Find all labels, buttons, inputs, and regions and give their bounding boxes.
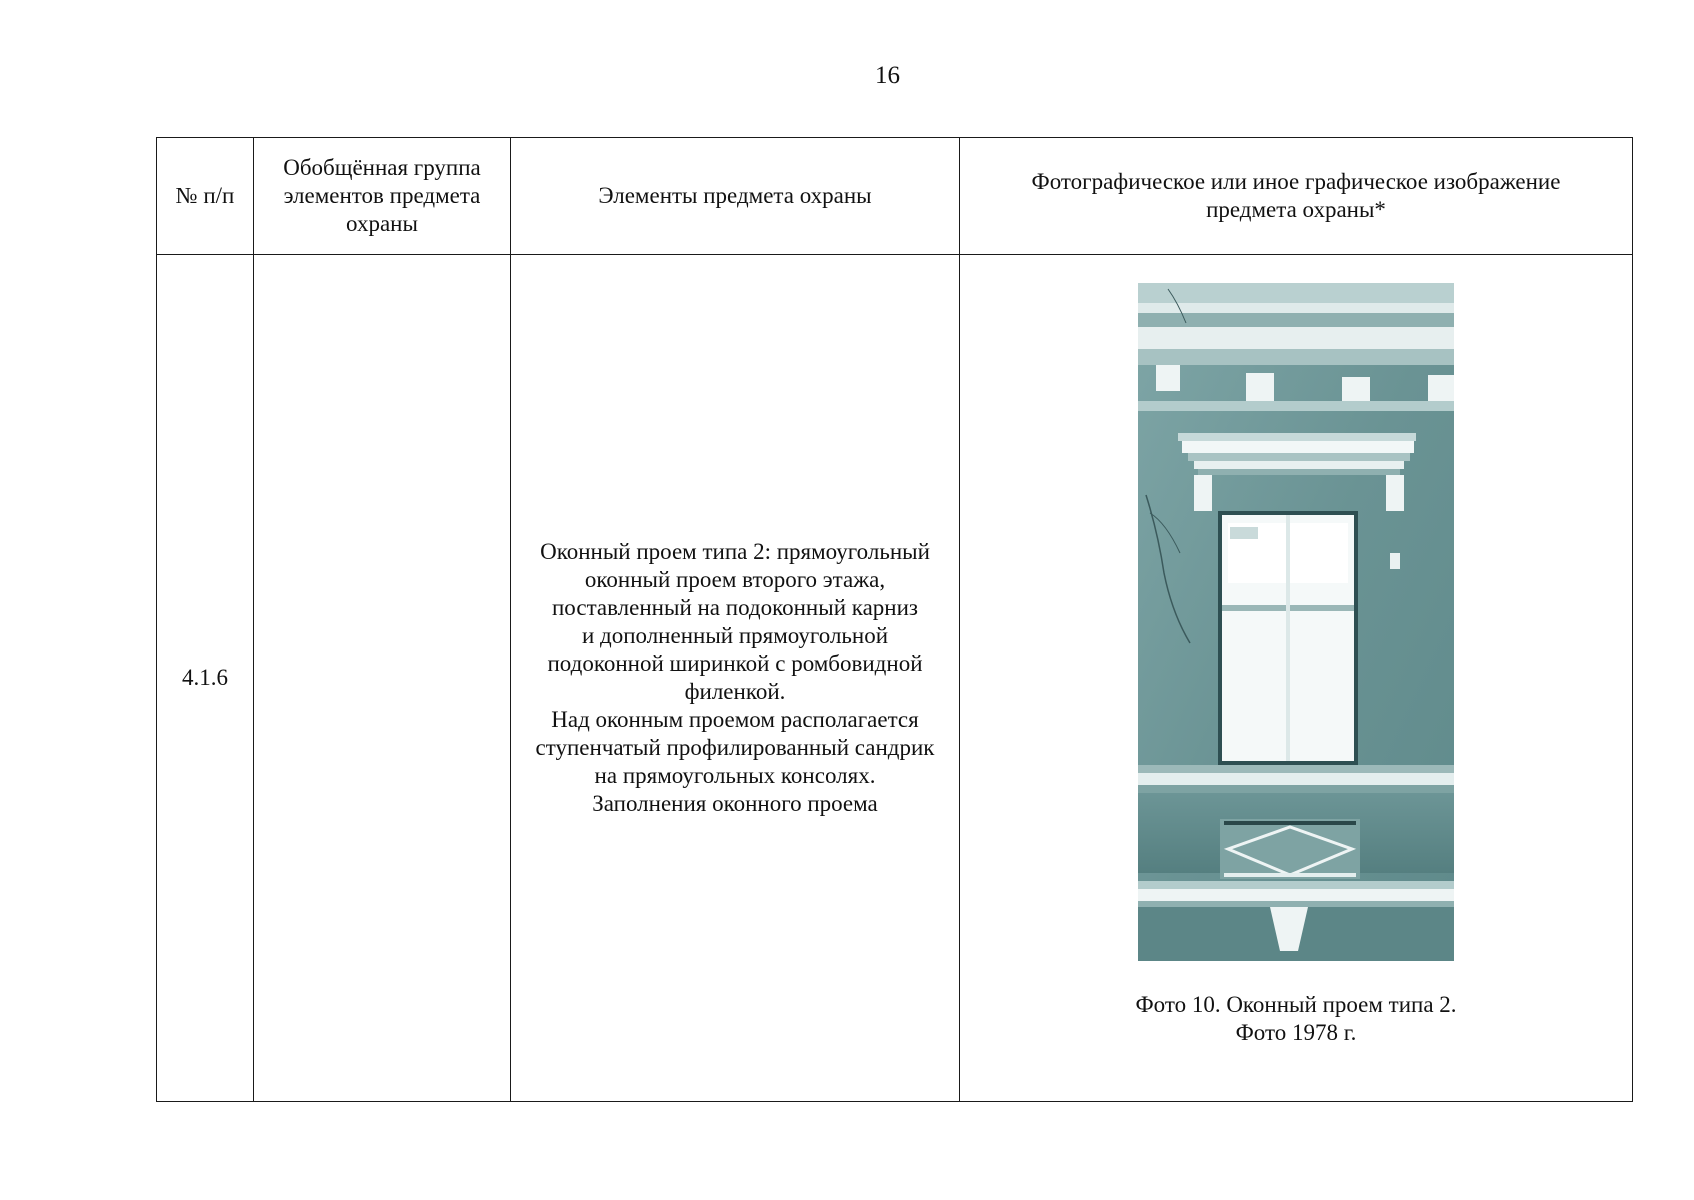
header-group: Обобщённая группа элементов предмета охраны <box>254 138 511 255</box>
row-group-cell <box>254 255 511 1102</box>
window-photo <box>1138 283 1454 961</box>
row-elements-cell: Оконный проем типа 2: прямоугольный оконный проем второго этажа, поставленный на подоконный карниз и дополненный прямоугольной подоконной ширинкой с ромбовидной филенкой. Над оконным проемом располагается ступенчатый профилированный сандрик на прямоугольных консолях. Заполнения оконного проема <box>511 255 960 1102</box>
table-row <box>157 255 1633 1102</box>
row-photo-cell <box>960 255 1633 1102</box>
row-number-cell: 4.1.6 <box>157 255 254 1102</box>
photo-caption: Фото 10. Оконный проем типа 2. Фото 1978 г. <box>1135 992 1457 1045</box>
heritage-elements-table <box>156 137 1633 1102</box>
header-number: № п/п <box>157 138 254 255</box>
table-header-row <box>157 138 1633 255</box>
page-number: 16 <box>875 62 900 89</box>
header-photo: Фотографическое или иное графическое изображение предмета охраны* <box>960 138 1633 255</box>
header-elements: Элементы предмета охраны <box>511 138 960 255</box>
